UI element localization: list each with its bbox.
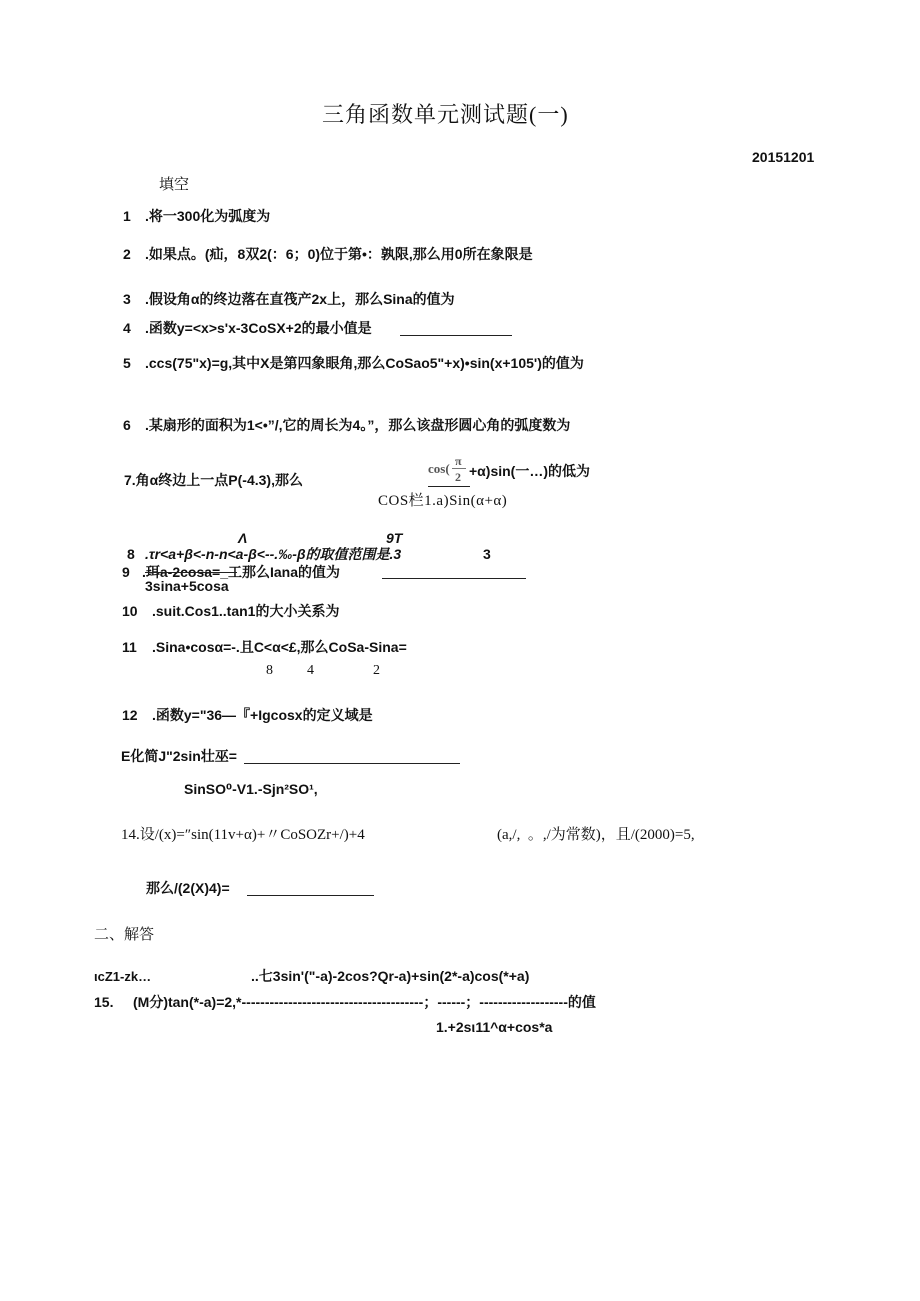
question-15-line: (M分)tan(*-a)=2,*---------------------------------------；------；-------------------的值 (133, 994, 596, 1010)
question-1-number: 1 (123, 208, 131, 224)
question-3-number: 3 (123, 291, 131, 307)
question-15-denominator: 1.+2sι11^α+cos*a (436, 1019, 553, 1035)
question-14-answer-line (247, 895, 374, 896)
question-9-strike-line (145, 572, 237, 573)
question-7-numerator-tail: +α)sin(一…)的低为 (469, 463, 590, 479)
question-9-numerator: .珥a-2cosa=_工那么Iana的值为 (142, 564, 341, 580)
question-15-number: 15. (94, 994, 114, 1010)
question-2-text: .如果点。(疝，8双2(：6；0)位于第•：孰限,那么用0所在象限是 (145, 246, 533, 262)
question-5-number: 5 (123, 355, 131, 371)
question-15-numerator: ..七3sin'("-a)-2cos?Qr-a)+sin(2*-a)cos(*+a) (251, 968, 530, 984)
question-9-denominator: 3sina+5cosa (145, 578, 229, 594)
question-8-lambda: Λ (238, 530, 248, 546)
date-label: 20151201 (752, 149, 815, 165)
question-8-number: 8 (127, 546, 135, 562)
question-9-answer-line (382, 578, 526, 579)
question-10-text: .suit.Cos1..tan1的大小关系为 (152, 603, 340, 619)
question-7-pi: π (455, 454, 462, 468)
question-10-number: 10 (122, 603, 138, 619)
question-4-answer-line (400, 335, 512, 336)
question-4-number: 4 (123, 320, 131, 336)
section-answer-heading: 二、解答 (94, 926, 155, 943)
question-2-number: 2 (123, 246, 131, 262)
question-13-answer-line (244, 763, 460, 764)
question-7-cos-image: cos( (428, 461, 450, 476)
section-fill-in-heading: 填空 (159, 176, 190, 193)
question-13-text: E化简J"2sin壮巫= (121, 748, 237, 764)
question-6-number: 6 (123, 417, 131, 433)
question-11-text: .Sina•cosα=-.且C<α<£,那么CoSa-Sina= (152, 639, 407, 655)
question-8-9t: 9T (386, 530, 403, 546)
question-15-prefix: ιcZ1-zk… (94, 969, 152, 984)
question-8-trailing-3: 3 (483, 546, 491, 562)
question-14-ask: 那么/(2(X)4)= (146, 880, 230, 896)
question-11-denominator-4: 4 (307, 663, 314, 678)
question-7-two: 2 (455, 470, 461, 484)
question-11-denominator-8: 8 (266, 663, 273, 678)
question-8-text: .τr<a+β<-n-n<a-β<--.‰-β的取值范围是.3 (145, 546, 402, 562)
question-1-text: .将一300化为弧度为 (145, 208, 271, 224)
question-12-text: .函数y="36—『+Igcosx的定义域是 (152, 707, 373, 723)
question-5-text: .ccs(75"x)=g,其中X是第四象眼角,那么CoSao5"+x)•sin(x+105')的值为 (145, 355, 584, 371)
question-7-denominator: COS栏1.a)Sin(α+α) (378, 493, 508, 509)
page-title: 三角函数单元测试题(一) (322, 102, 569, 127)
question-6-text: .某扇形的面积为1<•”/,它的周长为4。”，那么该盘形圆心角的弧度数为 (145, 417, 571, 433)
question-7-text: 7.角α终边上一点P(-4.3),那么 (124, 472, 303, 488)
question-4-text: .函数y=<x>s'x-3CoSX+2的最小值是 (145, 320, 372, 336)
question-14-condition: (a,/, 。,/为常数)，且/(2000)=5, (497, 827, 695, 843)
question-9-number: 9 (122, 564, 130, 580)
question-3-text: .假设角α的终边落在直筏产2x上，那么Sina的值为 (145, 291, 455, 307)
question-14-text: 14.设/(x)=″sin(11v+α)+〃CoSOZr+/)+4 (121, 827, 365, 843)
question-11-denominator-2: 2 (373, 663, 380, 678)
question-12-number: 12 (122, 707, 138, 723)
question-11-number: 11 (122, 639, 137, 655)
question-13-denominator: SinSO⁰-V1.-Sjn²SO¹, (184, 781, 318, 797)
question-7-main-fraction-bar (428, 486, 470, 487)
